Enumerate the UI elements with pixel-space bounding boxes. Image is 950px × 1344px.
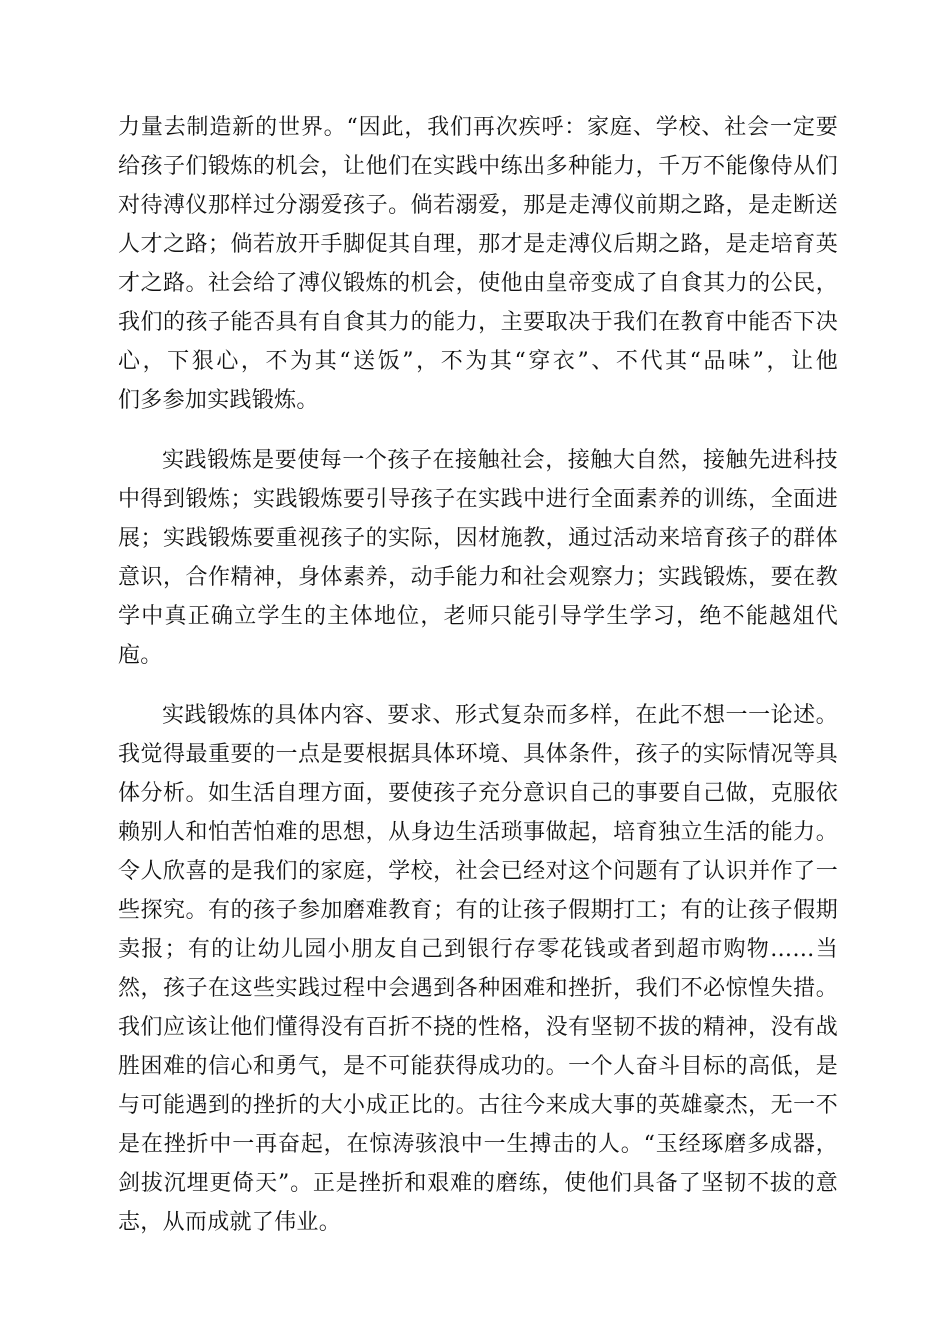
paragraph-line: 实践锻炼的具体内容、要求、形式复杂而多样，在此不想一一论述。 [162, 703, 838, 728]
paragraph-line: 令人欣喜的是我们的家庭，学校，社会已经对这个问题有了认识并作了一 [118, 859, 838, 884]
paragraph-line: 力量去制造新的世界。“因此，我们再次疾呼：家庭、学校、社会一定要 [118, 115, 838, 140]
paragraph-line: 体分析。如生活自理方面，要使孩子充分意识自己的事要自己做，克服依 [118, 781, 838, 806]
paragraph-line: 才之路。社会给了溥仪锻炼的机会，使他由皇帝变成了自食其力的公民， [118, 271, 838, 296]
paragraph-1 [118, 108, 838, 420]
paragraph-line: 展；实践锻炼要重视孩子的实际，因材施教，通过活动来培育孩子的群体 [118, 526, 838, 551]
paragraph-line: 志，从而成就了伟业。 [118, 1210, 342, 1235]
paragraph-line: 我们的孩子能否具有自食其力的能力，主要取决于我们在教育中能否下决 [118, 310, 838, 335]
paragraph-spacer [118, 420, 838, 441]
paragraph-line: 然，孩子在这些实践过程中会遇到各种困难和挫折，我们不必惊惶失措。 [118, 976, 838, 1001]
paragraph-line: 对待溥仪那样过分溺爱孩子。倘若溺爱，那是走溥仪前期之路，是走断送 [118, 193, 838, 218]
paragraph-line: 与可能遇到的挫折的大小成正比的。古往今来成大事的英雄豪杰，无一不 [118, 1093, 838, 1118]
paragraph-line: 实践锻炼是要使每一个孩子在接触社会，接触大自然，接触先进科技 [162, 448, 838, 473]
paragraph-line: 剑拔沉埋更倚天”。正是挫折和艰难的磨练，使他们具备了坚韧不拔的意 [118, 1171, 838, 1196]
paragraph-line: 些探究。有的孩子参加磨难教育；有的让孩子假期打工；有的让孩子假期 [118, 898, 838, 923]
paragraph-line: 胜困难的信心和勇气，是不可能获得成功的。一个人奋斗目标的高低，是 [118, 1054, 838, 1079]
paragraph-line: 人才之路；倘若放开手脚促其自理，那才是走溥仪后期之路，是走培育英 [118, 232, 838, 257]
paragraph-spacer [118, 675, 838, 696]
paragraph-2 [118, 441, 838, 675]
paragraph-line: 卖报；有的让幼儿园小朋友自己到银行存零花钱或者到超市购物……当 [118, 937, 838, 962]
document-body [118, 108, 838, 1242]
paragraph-line: 给孩子们锻炼的机会，让他们在实践中练出多种能力，千万不能像侍从们 [118, 154, 838, 179]
paragraph-line: 学中真正确立学生的主体地位，老师只能引导学生学习，绝不能越俎代 [118, 604, 838, 629]
paragraph-line: 我们应该让他们懂得没有百折不挠的性格，没有坚韧不拔的精神，没有战 [118, 1015, 838, 1040]
paragraph-line: 庖。 [118, 643, 163, 668]
paragraph-3 [118, 696, 838, 1242]
paragraph-line: 赖别人和怕苦怕难的思想，从身边生活琐事做起，培育独立生活的能力。 [118, 820, 838, 845]
paragraph-line: 心，下狠心，不为其“送饭”，不为其“穿衣”、不代其“品味”，让他 [118, 349, 838, 374]
paragraph-line: 是在挫折中一再奋起，在惊涛骇浪中一生搏击的人。“玉经琢磨多成器， [118, 1132, 838, 1157]
paragraph-line: 中得到锻炼；实践锻炼要引导孩子在实践中进行全面素养的训练，全面进 [118, 487, 838, 512]
paragraph-line: 们多参加实践锻炼。 [118, 388, 319, 413]
paragraph-line: 我觉得最重要的一点是要根据具体环境、具体条件，孩子的实际情况等具 [118, 742, 838, 767]
paragraph-line: 意识，合作精神，身体素养，动手能力和社会观察力；实践锻炼，要在教 [118, 565, 838, 590]
